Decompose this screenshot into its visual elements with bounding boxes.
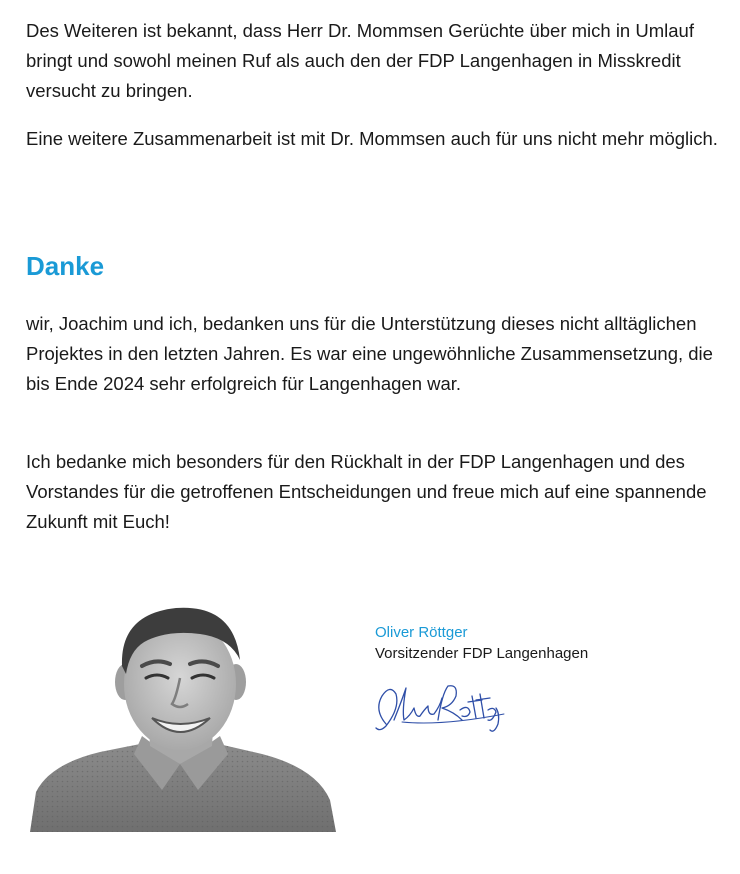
section-heading-danke: Danke	[26, 251, 105, 281]
paragraph-thanks-support: Ich bedanke mich besonders für den Rückhalt in der FDP Langenhagen und des Vorstandes für die getroffenen Entscheidungen und freue mich auf eine spannende Zukunft mit Euch!	[26, 451, 707, 532]
portrait-photo	[30, 604, 336, 832]
signer-name: Oliver Röttger	[375, 624, 468, 641]
paragraph-thanks-project: wir, Joachim und ich, bedanken uns für die Unterstützung dieses nicht alltäglichen Projektes in den letzten Jahren. Es war eine ungewöhnliche Zusammensetzung, die bis Ende 2024 sehr erfolgreich für Langenhagen war.	[26, 313, 713, 394]
paragraph-rumors: Des Weiteren ist bekannt, dass Herr Dr. Mommsen Gerüchte über mich in Umlauf bringt und sowohl meinen Ruf als auch den der FDP Langenhagen in Misskredit versucht zu bringen.	[26, 20, 694, 101]
paragraph-cooperation-ended: Eine weitere Zusammenarbeit ist mit Dr. Mommsen auch für uns nicht mehr möglich.	[26, 128, 718, 149]
signer-role: Vorsitzender FDP Langenhagen	[375, 645, 589, 662]
handwritten-signature	[372, 680, 507, 736]
